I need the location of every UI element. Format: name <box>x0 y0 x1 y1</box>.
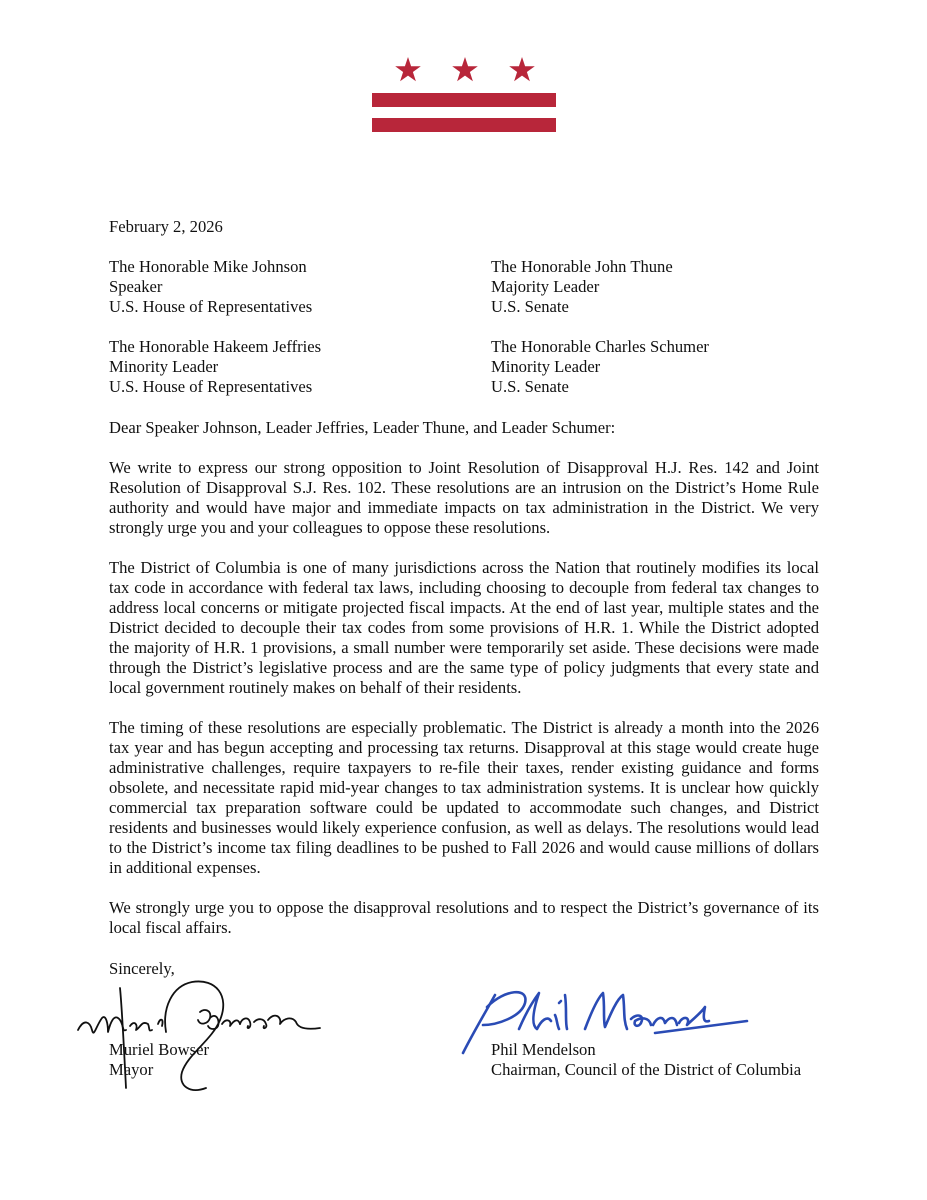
recipient-name: The Honorable Charles Schumer <box>491 337 709 356</box>
letter-date: February 2, 2026 <box>109 217 223 236</box>
body-paragraph: The District of Columbia is one of many jurisdictions across the Nation that routinely modifies its local tax code in accordance with federal tax laws, including choosing to decouple from federal tax changes to address local concerns or mitigate projected fiscal impacts. At the end of last year, multiple states and the District decided to decouple their tax codes from some provisions of H.R. 1. While the District adopted the majority of H.R. 1 provisions, a small number were temporarily set aside. These decisions were made through the District’s legislative process and are the same type of policy judgments that every state and local government routinely makes on behalf of their residents. <box>109 558 819 697</box>
recipient-name: The Honorable John Thune <box>491 257 673 276</box>
recipient-address-block <box>109 257 449 317</box>
handwritten-signature-bowser-icon <box>70 968 330 1108</box>
recipient-title: Majority Leader <box>491 277 600 296</box>
recipient-name: The Honorable Mike Johnson <box>109 257 307 276</box>
recipient-body: U.S. House of Representatives <box>109 377 313 396</box>
recipient-title: Speaker <box>109 277 163 296</box>
star-center-icon <box>452 57 478 81</box>
recipient-body: U.S. Senate <box>491 297 569 316</box>
dc-flag-logo-icon <box>372 54 556 134</box>
signer-block <box>109 1040 209 1080</box>
closing: Sincerely, <box>109 959 175 978</box>
recipient-address-block <box>491 337 831 397</box>
signer-title: Chairman, Council of the District of Columbia <box>491 1060 802 1079</box>
body-paragraph: The timing of these resolutions are especially problematic. The District is already a month into the 2026 tax year and has begun accepting and processing tax returns. Disapproval at this stage would create huge administrative challenges, require taxpayers to re-file their taxes, render existing guidance and forms obsolete, and necessitate rapid mid-year changes to tax administration systems. It is unclear how quickly commercial tax preparation software could be updated to accommodate such changes, and District residents and businesses would likely experience confusion, as well as delays. The resolutions would lead to the District’s income tax filing deadlines to be pushed to Fall 2026 and would cause millions of dollars in additional expenses. <box>109 718 819 877</box>
signer-block <box>491 1040 801 1080</box>
flag-bar-bottom <box>372 118 556 132</box>
recipient-title: Minority Leader <box>109 357 219 376</box>
signer-title: Mayor <box>109 1060 154 1079</box>
body-paragraph: We write to express our strong opposition to Joint Resolution of Disapproval H.J. Res. 142 and Joint Resolution of Disapproval S.J. Res. 102. These resolutions are an intrusion on the District’s Home Rule authority and would have major and immediate impacts on tax administration in the District. We very strongly urge you and your colleagues to oppose these resolutions. <box>109 458 819 537</box>
recipient-body: U.S. Senate <box>491 377 569 396</box>
body-paragraph: We strongly urge you to oppose the disapproval resolutions and to respect the District’s governance of its local fiscal affairs. <box>109 898 819 937</box>
salutation: Dear Speaker Johnson, Leader Jeffries, Leader Thune, and Leader Schumer: <box>109 418 616 437</box>
recipient-address-block <box>109 337 449 397</box>
star-left-icon <box>395 57 421 81</box>
signer-name: Muriel Bowser <box>109 1040 210 1059</box>
flag-bar-top <box>372 93 556 107</box>
recipient-address-block <box>491 257 831 317</box>
recipient-body: U.S. House of Representatives <box>109 297 313 316</box>
recipient-title: Minority Leader <box>491 357 601 376</box>
recipient-name: The Honorable Hakeem Jeffries <box>109 337 322 356</box>
star-right-icon <box>509 57 535 81</box>
signer-name: Phil Mendelson <box>491 1040 596 1059</box>
